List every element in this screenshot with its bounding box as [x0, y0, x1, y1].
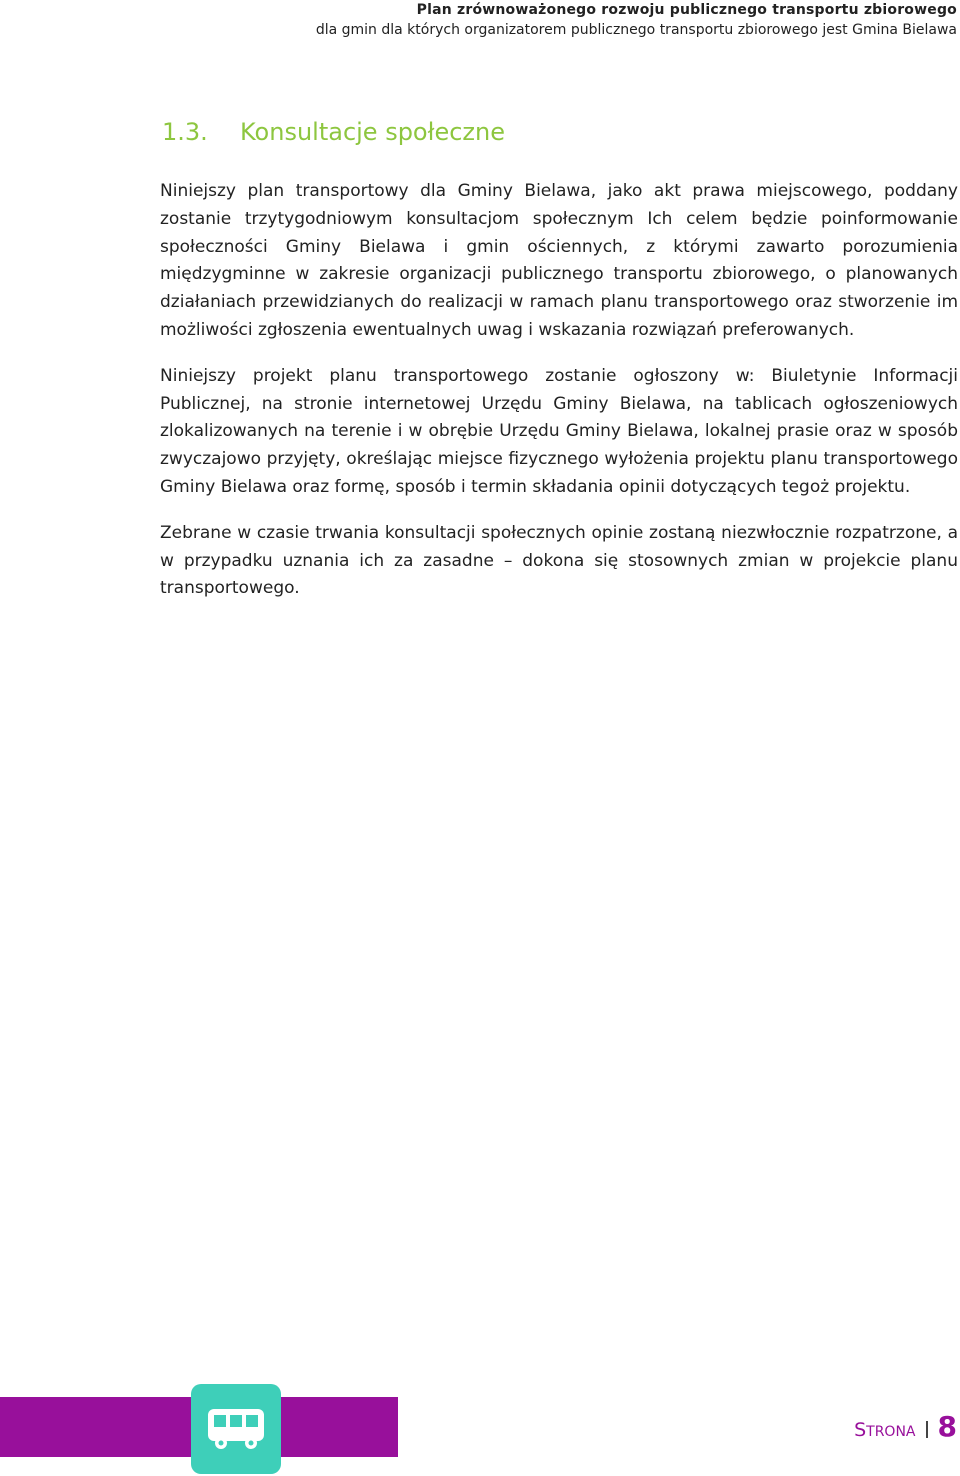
page-separator	[926, 1421, 928, 1438]
paragraph-1: Niniejszy plan transportowy dla Gminy Bielawa, jako akt prawa miejscowego, poddany zostanie trzytygodniowym konsultacjom społecznym Ich celem będzie poinformowanie społeczności Gminy Bielawa i gmin ościennych, z którymi zawarto porozumienia międzygminne w zakresie organizacji publicznego transportu zbiorowego, o planowanych działaniach przewidzianych do realizacji w ramach planu transportowego oraz stworzenie im możliwości zgłoszenia ewentualnych uwag i wskazania rozwiązań preferowanych.	[160, 181, 958, 340]
page-word-first: S	[854, 1419, 867, 1441]
page-number-label	[854, 1410, 957, 1443]
section-title: Konsultacje społeczne	[240, 118, 505, 146]
section-heading	[162, 114, 505, 150]
paragraph-2: Niniejszy projekt planu transportowego zostanie ogłoszony w: Biuletynie Informacji Publicznej, na stronie internetowej Urzędu Gminy Bielawa, na tablicach ogłoszeniowych zlokalizowanych na terenie i w obrębie Urzędu Gminy Bielawa, lokalnej prasie oraz w sposób zwyczajowo przyjęty, określając miejsce fizycznego wyłożenia projektu planu transportowego Gminy Bielawa oraz formę, sposób i termin składania opinii dotyczących tegoż projektu.	[160, 365, 958, 497]
page-number: 8	[937, 1410, 957, 1443]
header-subtitle: dla gmin dla których organizatorem publicznego transportu zbiorowego jest Gmina Bielawa	[315, 22, 957, 38]
header-title: Plan zrównoważonego rozwoju publicznego transportu zbiorowego	[416, 2, 957, 18]
section-number: 1.3.	[162, 118, 208, 146]
bus-tile	[191, 1384, 281, 1474]
bus-icon	[206, 1405, 266, 1453]
document-body	[160, 178, 958, 621]
page-header	[57, 0, 957, 40]
page-word-rest: TRONA	[866, 1424, 916, 1440]
paragraph-3: Zebrane w czasie trwania konsultacji społecznych opinie zostaną niezwłocznie rozpatrzone, a w przypadku uznania ich za zasadne – dokona się stosownych zmian w projekcie planu transportowego.	[160, 522, 958, 599]
